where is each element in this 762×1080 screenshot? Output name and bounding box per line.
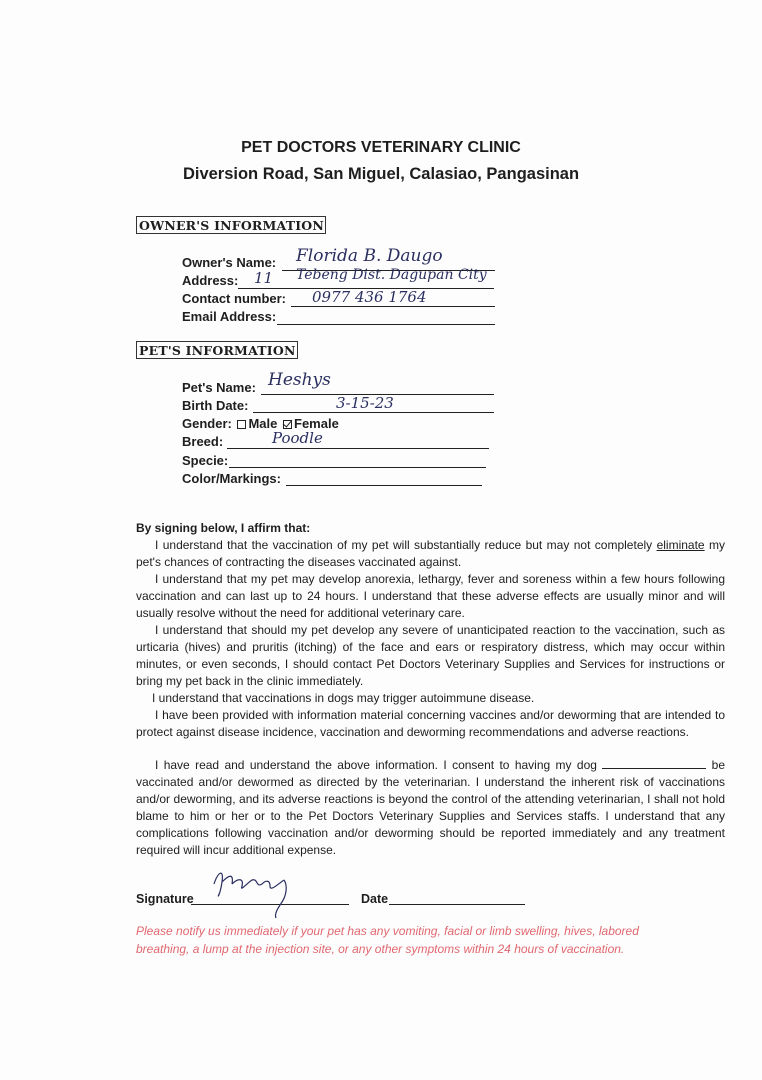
gender-label: Gender:: [182, 416, 232, 431]
email-line: [277, 324, 495, 325]
affirmation-heading: By signing below, I affirm that:: [136, 521, 311, 535]
affirmation-paragraph-2: I understand that my pet may develop anorexia, lethargy, fever and soreness within a few hours following vaccination and can last up to 24 hours. I understand that these adverse effects are usually minor and will usually resolve without the need for additional veterinary care.: [136, 572, 725, 620]
breed-value[interactable]: Poodle: [272, 429, 323, 447]
contact-label: Contact number:: [182, 291, 286, 306]
affirmation-p6-start: I have read and understand the above information. I consent to having my dog: [155, 758, 603, 772]
signature-scribble: [208, 862, 298, 920]
notice-text: Please notify us immediately if your pet has any vomiting, facial or limb swelling, hives, labored breathing, a lump at the injection site, or any other symptoms within 24 hours of vaccination.: [136, 924, 639, 956]
specie-line: [229, 467, 486, 468]
clinic-address: [0, 165, 762, 184]
clinic-address-text: Diversion Road, San Miguel, Calasiao, Pangasinan: [182, 165, 580, 183]
affirmation-p1-underlined: eliminate: [656, 538, 705, 552]
color-markings-line: [286, 485, 482, 486]
gender-male-label: Male: [248, 416, 278, 431]
owner-section-title: OWNER'S INFORMATION: [136, 216, 326, 234]
breed-label: Breed:: [182, 434, 224, 449]
affirmation-p6-end: be vaccinated and/or dewormed as directed by the veterinarian. I understand the inherent risk of vaccinations and/or deworming, and its adverse reactions is beyond the control of the attending veterinarian, I shall not hold blame to him or her or to the Pet Doctors Veterinary Supplies and Services staffs. I understand that any complications following vaccination and/or deworming should be reported immediately and any treatment required will incur additional expense.: [136, 758, 725, 857]
affirmation-paragraph-4: I understand that vaccinations in dogs may trigger autoimmune disease.: [152, 691, 535, 705]
address-value[interactable]: Tebeng Dist. Dagupan City: [296, 267, 487, 283]
affirmation-paragraph-5: I have been provided with information material concerning vaccines and/or deworming that are intended to protect against disease incidence, vaccination and deworming recommendations and adverse reactions.: [136, 708, 725, 739]
owner-name-label: Owner's Name:: [182, 255, 277, 270]
email-label: Email Address:: [182, 309, 277, 324]
clinic-name: PET DOCTORS VETERINARY CLINIC: [241, 139, 521, 156]
breed-line: [227, 448, 489, 449]
gender-male-checkbox[interactable]: [237, 420, 246, 429]
color-markings-label: Color/Markings:: [182, 471, 281, 486]
affirmation-paragraph-6: [136, 757, 725, 859]
specie-label: Specie:: [182, 453, 229, 468]
pet-name-value[interactable]: Heshys: [268, 370, 331, 390]
gender-female-checkbox[interactable]: [283, 420, 292, 429]
birth-date-value[interactable]: 3-15-23: [336, 394, 394, 412]
affirmation-p1-start: I understand that the vaccination of my pet will substantially reduce but may not completely: [155, 538, 657, 552]
dog-name-blank[interactable]: [602, 757, 706, 769]
contact-line: [291, 306, 495, 307]
birth-date-label: Birth Date:: [182, 398, 249, 413]
address-number[interactable]: 11: [254, 269, 274, 287]
owner-name-value[interactable]: Florida B. Daugo: [296, 246, 443, 266]
signature-label: Signature: [136, 892, 194, 906]
affirmation-paragraph-3: I understand that should my pet develop any severe of unanticipated reaction to the vaccination, such as urticaria (hives) and pruritis (itching) of the face and ears or respiratory distress, which may occur within minutes, or even seconds, I should contact Pet Doctors Veterinary Supplies and Services for instructions or bring my pet back in the clinic immediately.: [136, 623, 725, 688]
birth-date-line: [253, 412, 494, 413]
pet-name-label: Pet's Name:: [182, 380, 256, 395]
affirmation-p1-end: my pet's chances of contracting the diseases vaccinated against.: [136, 538, 725, 569]
gender-female-label: Female: [294, 416, 339, 431]
address-label: Address:: [182, 273, 239, 288]
pet-section-title: PET'S INFORMATION: [136, 341, 298, 359]
contact-value[interactable]: 0977 436 1764: [312, 288, 427, 306]
date-label: Date: [361, 892, 389, 906]
affirmation-paragraph-1: [136, 537, 725, 571]
date-line[interactable]: [389, 904, 525, 905]
